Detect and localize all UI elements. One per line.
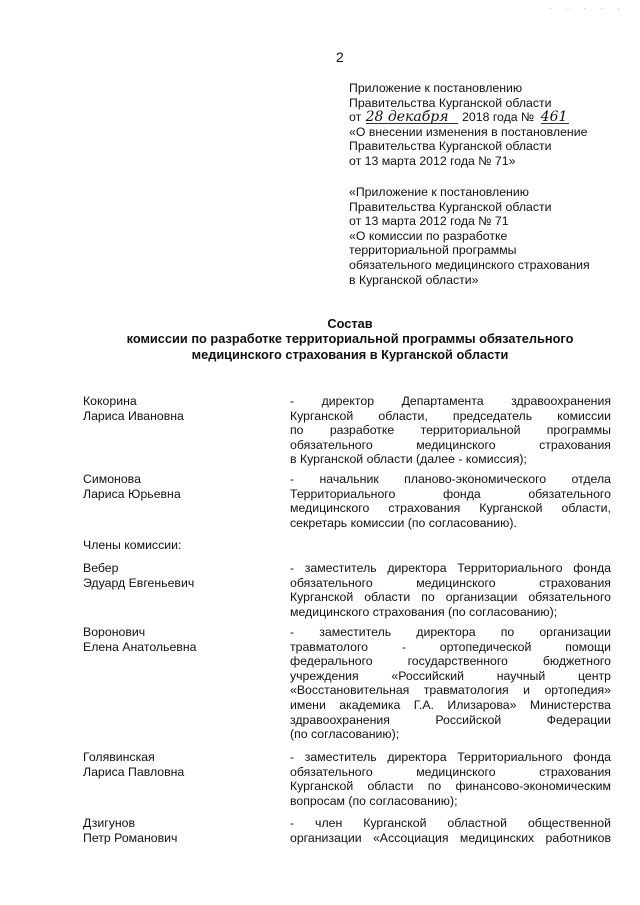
role-line: имени академика Г.А. Илизарова» Министерства <box>290 697 611 712</box>
member-role <box>290 625 611 742</box>
member-surname: Голявинская <box>83 750 155 764</box>
role-line: Курганской области по финансово-экономическим <box>290 779 611 794</box>
members-label: Члены комиссии: <box>83 538 182 552</box>
role-line: - заместитель директора Территориального фонда <box>290 561 611 575</box>
scan-artifact-marks: · · · · · <box>549 4 626 13</box>
original-appendix-line: от 13 марта 2012 года № 71 <box>349 214 509 229</box>
member-role <box>290 750 611 808</box>
member-surname: Воронович <box>83 625 146 639</box>
member-given-name: Лариса Павловна <box>83 764 185 779</box>
page-number: 2 <box>336 49 344 65</box>
handwritten-number: 461 <box>540 109 568 126</box>
role-line: - начальник планово-экономического отдела <box>290 472 611 486</box>
member-surname: Вебер <box>83 561 119 575</box>
original-appendix-line: обязательного медицинского страхования <box>349 257 590 272</box>
original-appendix-line: территориальной программы <box>349 243 517 258</box>
appendix-date-prefix: от <box>349 110 362 125</box>
member-name <box>83 816 177 845</box>
role-line: - директор Департамента здравоохранения <box>290 394 611 408</box>
role-line: секретарь комиссии (по согласованию). <box>290 515 517 530</box>
original-appendix-line: Правительства Курганской области <box>349 199 552 214</box>
role-line: (по согласованию); <box>290 727 400 742</box>
role-line: Курганской области по организации обязательного <box>290 590 611 605</box>
appendix-header-line: Правительства Курганской области <box>349 139 552 154</box>
appendix-header-line: от 13 марта 2012 года № 71» <box>349 153 516 168</box>
member-name <box>83 472 181 501</box>
role-line: федерального государственного бюджетного <box>290 654 611 669</box>
role-line: обязательного медицинского страхования <box>290 575 611 590</box>
appendix-header <box>349 81 587 169</box>
role-line: - заместитель директора по организации <box>290 625 611 639</box>
role-line: - член Курганской областной общественной <box>290 816 611 830</box>
role-line: обязательного медицинского страхования <box>290 437 611 452</box>
member-name <box>83 625 196 654</box>
role-line: Курганской области, председатель комиссии <box>290 408 611 423</box>
role-line: «Восстановительная травматология и ортопедия» <box>290 683 611 698</box>
role-line: Территориального фонда обязательного <box>290 486 611 501</box>
member-given-name: Эдуард Евгеньевич <box>83 575 195 590</box>
role-line: по разработке территориальной программы <box>290 423 611 438</box>
role-line: в Курганской области (далее - комиссия); <box>290 452 527 467</box>
role-line: обязательного медицинского страхования <box>290 764 611 779</box>
appendix-header-line: Правительства Курганской области <box>349 95 552 110</box>
member-role <box>290 816 611 845</box>
role-line: организации «Ассоциация медицинских работников <box>290 830 611 845</box>
title-line: медицинского страхования в Курганской области <box>191 346 509 362</box>
member-surname: Кокорина <box>83 394 137 408</box>
document-title <box>60 316 640 362</box>
role-line: травматолого - ортопедической помощи <box>290 639 611 654</box>
appendix-date-line <box>349 110 587 125</box>
title-line: Состав <box>327 316 373 331</box>
title-line: комиссии по разработке территориальной программы обязательного <box>126 331 574 347</box>
appendix-date-year: 2018 года № <box>462 110 535 125</box>
role-line: медицинского страхования Курганской области, <box>290 501 611 516</box>
member-name <box>83 750 184 779</box>
appendix-header-line: Приложение к постановлению <box>349 81 523 95</box>
role-line: - заместитель директора Территориального фонда <box>290 750 611 764</box>
member-role <box>290 561 611 619</box>
original-appendix-line: в Курганской области» <box>349 272 479 287</box>
original-appendix-line: «Приложение к постановлению <box>349 185 529 199</box>
handwritten-date: 28 декабря <box>366 111 458 124</box>
appendix-header-line: «О внесении изменения в постановление <box>349 124 588 139</box>
role-line: медицинского страхования (по согласованию); <box>290 604 558 619</box>
member-given-name: Лариса Ивановна <box>83 408 184 423</box>
role-line: вопросам (по согласованию); <box>290 793 458 808</box>
original-appendix-header <box>349 185 590 287</box>
member-role <box>290 394 611 467</box>
member-surname: Дзигунов <box>83 816 136 830</box>
member-name <box>83 394 184 423</box>
role-line: здравоохранения Российской Федерации <box>290 712 611 727</box>
member-given-name: Петр Романович <box>83 830 178 845</box>
member-role <box>290 472 611 530</box>
original-appendix-line: «О комиссии по разработке <box>349 228 508 243</box>
member-surname: Симонова <box>83 472 141 486</box>
member-given-name: Лариса Юрьевна <box>83 486 181 501</box>
member-name <box>83 561 194 590</box>
member-given-name: Елена Анатольевна <box>83 639 197 654</box>
role-line: учреждения «Российский научный центр <box>290 668 611 683</box>
